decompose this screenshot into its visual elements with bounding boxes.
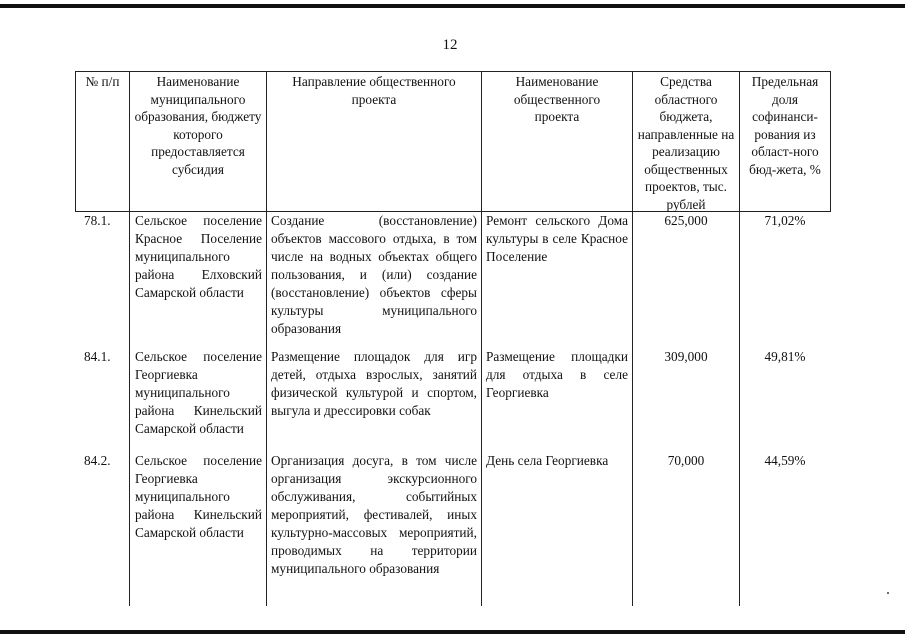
row-project: Ремонт сельского Дома культуры в селе Красное Поселение [486,213,628,264]
row-direction: Организация досуга, в том числе организация экскурсионного обслуживания, событийных мероприятий, фестивалей, иных культурно-массовых мероприятий, проводимых на территории муниципального образования [271,453,477,576]
table-top-border [75,71,831,72]
header-municipality: Наименование муниципального образования, бюджету которого предоставляется субсидия [134,74,262,177]
scan-speck [887,592,889,594]
row-direction: Создание (восстановление) объектов массового отдыха, в том числе на водных объектах общего пользования, и (или) создание (восстановление) объектов сферы культуры муниципального образования [271,213,477,336]
header-share: Предельная доля софинанси-рования из област-ного бюд-жета, % [749,74,821,177]
header-number: № п/п [85,74,120,89]
row-project: Размещение площадки для отдыха в селе Георгиевка [486,349,628,400]
row-share: 71,02% [764,213,806,228]
col-border-6 [830,71,831,212]
row-share: 44,59% [764,453,806,468]
row-direction: Размещение площадок для игр детей, отдыха взрослых, занятий физической культурой и спортом, выгула и дрессировки собак [271,349,477,418]
row-municipality: Сельское поселение Георгиевка муниципального района Кинельский Самарской области [135,453,262,540]
col-border-3 [481,71,482,606]
row-municipality: Сельское поселение Георгиевка муниципального района Кинельский Самарской области [135,349,262,436]
row-funds: 309,000 [664,349,708,364]
col-border-2 [266,71,267,606]
row-funds: 625,000 [664,213,708,228]
bottom-rule [0,630,905,634]
col-border-1 [129,71,130,606]
row-municipality: Сельское поселение Красное Поселение муниципального района Елховский Самарской области [135,213,262,300]
row-number: 84.1. [84,349,111,364]
header-funds: Средства областного бюджета, направленные на реализацию общественных проектов, тыс. рублей [637,74,735,212]
col-border-5 [739,71,740,606]
row-number: 78.1. [84,213,111,228]
page-number: 12 [442,37,458,53]
row-number: 84.2. [84,453,111,468]
header-direction: Направление общественного проекта [292,74,456,107]
col-border-0 [75,71,76,212]
row-project: День села Георгиевка [486,453,609,468]
row-share: 49,81% [764,349,806,364]
top-rule [0,4,905,8]
header-project: Наименование общественного проекта [513,74,601,124]
row-funds: 70,000 [667,453,705,468]
col-border-4 [632,71,633,606]
